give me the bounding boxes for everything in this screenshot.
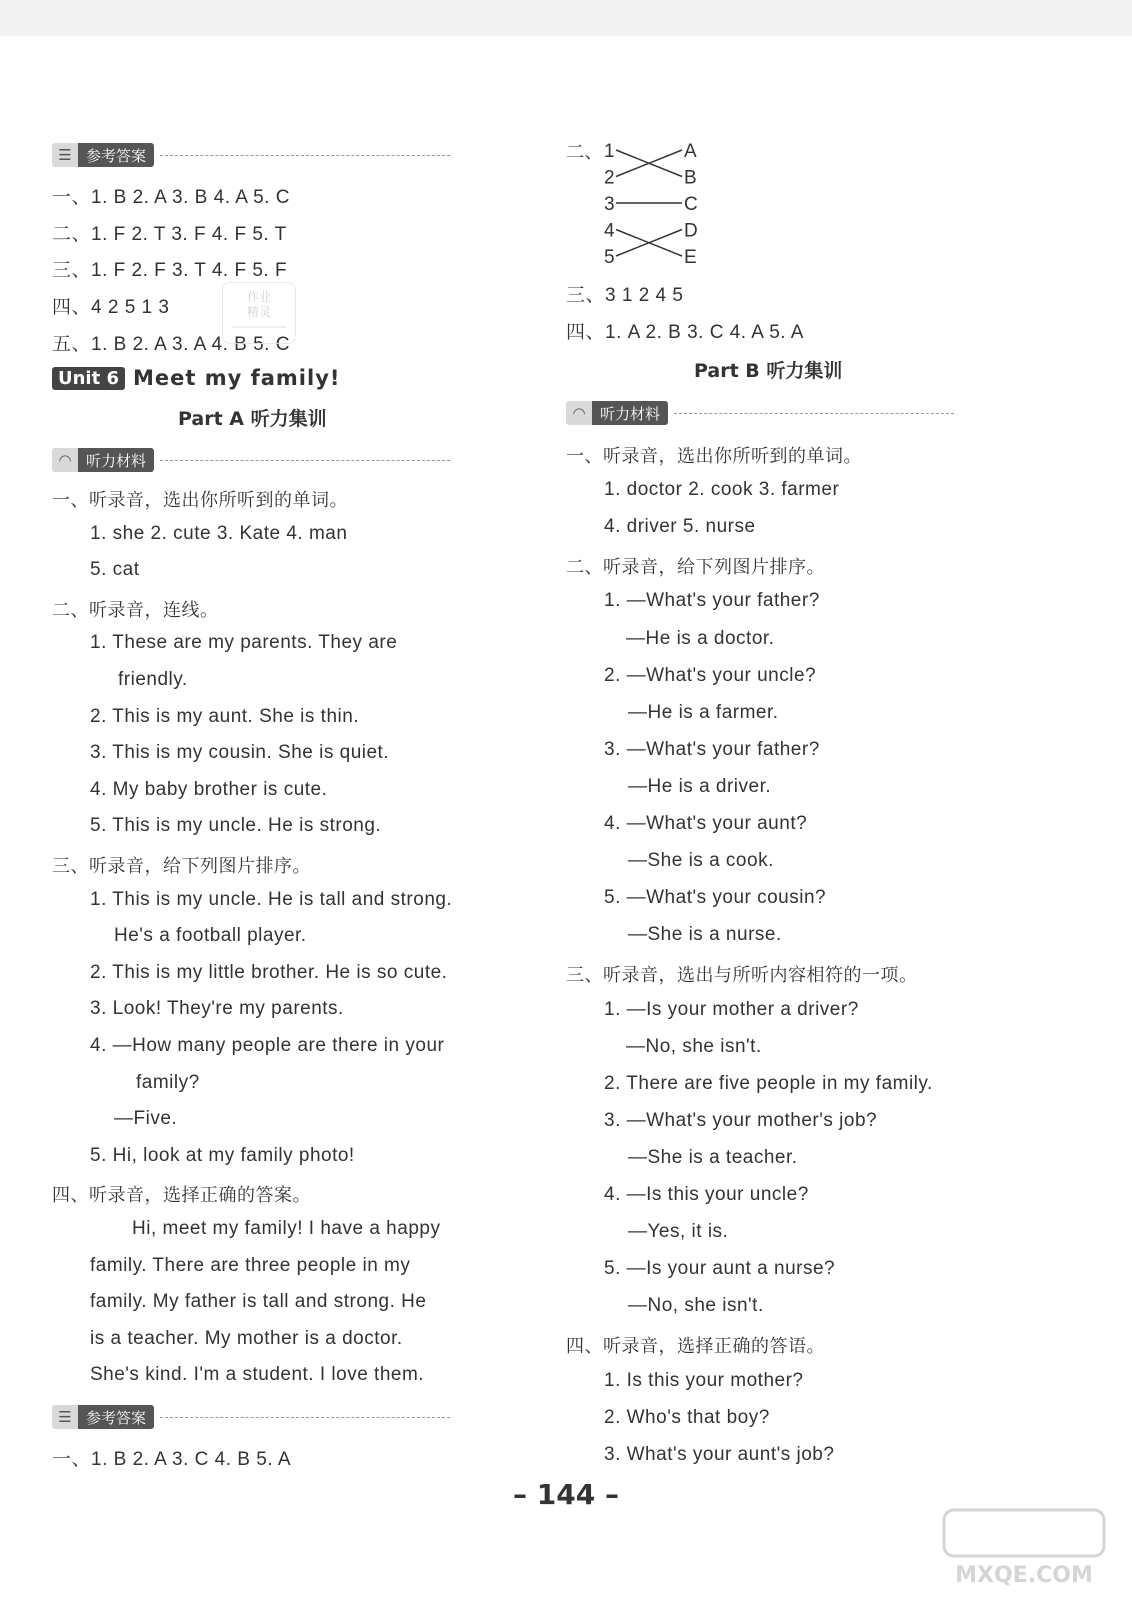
text-line: is a teacher. My mother is a doctor. <box>90 1327 403 1349</box>
text-line: Hi, meet my family! I have a happy <box>132 1218 441 1239</box>
text-line: 5. —Is your aunt a nurse? <box>604 1258 836 1280</box>
dashed-divider <box>160 1417 450 1418</box>
dashed-divider <box>160 155 450 156</box>
text-line: 三、1. F 2. F 3. T 4. F 5. F <box>52 260 288 282</box>
unit-heading <box>52 366 340 390</box>
matching-diagram <box>602 136 762 266</box>
list-icon: ☰ <box>52 1405 78 1429</box>
text-line: 4. —Is this your uncle? <box>604 1184 809 1205</box>
text-line: 4. —What's your aunt? <box>604 813 808 834</box>
match-left-label: 4 <box>604 220 615 242</box>
text-line: 5. —What's your cousin? <box>604 887 827 909</box>
section-heading: 二、听录音，连线。 <box>52 599 219 621</box>
text-line: 3. Look! They're my parents. <box>90 998 344 1020</box>
svg-text:MXQE.COM: MXQE.COM <box>955 1563 1093 1588</box>
answer-header-2 <box>52 1404 450 1430</box>
material-header-b <box>566 400 954 426</box>
match-left-label: 5 <box>604 247 615 266</box>
text-line: —He is a doctor. <box>626 627 775 649</box>
text-line: 3. This is my cousin. She is quiet. <box>90 742 390 764</box>
text-line: 1. —What's your father? <box>604 590 820 612</box>
section-heading: 二、听录音，给下列图片排序。 <box>566 557 825 579</box>
page-number: – 144 – <box>513 1478 619 1511</box>
section-heading: 一、听录音，选出你所听到的单词。 <box>566 446 862 467</box>
match-left-label: 3 <box>604 194 615 215</box>
text-line: 2. —What's your uncle? <box>604 664 817 686</box>
answer-label: 参考答案 <box>78 143 154 167</box>
material-header-a <box>52 447 450 473</box>
match-right-label: D <box>684 220 698 242</box>
text-line: 四、1. A 2. B 3. C 4. A 5. A <box>566 322 804 343</box>
match-right-label: E <box>684 247 697 266</box>
text-line: 5. Hi, look at my family photo! <box>90 1144 355 1166</box>
text-line: friendly. <box>118 669 188 690</box>
svg-text:精灵: 精灵 <box>246 305 272 319</box>
section-heading: 三、听录音，选出与所听内容相符的一项。 <box>566 965 918 987</box>
text-line: 五、1. B 2. A 3. A 4. B 5. C <box>52 333 290 355</box>
section-heading: 四、听录音，选择正确的答语。 <box>566 1336 825 1358</box>
text-line: 1. doctor 2. cook 3. farmer <box>604 479 840 501</box>
headphones-icon: ◠ <box>52 448 78 472</box>
material-label: 听力材料 <box>592 401 668 425</box>
text-line: 2. This is my aunt. She is thin. <box>90 705 360 727</box>
text-line: —Five. <box>114 1108 178 1130</box>
match-right-label: C <box>684 194 698 215</box>
text-line: 一、1. B 2. A 3. C 4. B 5. A <box>52 1449 292 1470</box>
text-line: 3. —What's your father? <box>604 738 820 760</box>
top-band <box>0 0 1132 36</box>
text-line: family? <box>136 1071 200 1093</box>
match-left-label: 1 <box>604 141 615 162</box>
match-left-label: 2 <box>604 167 615 189</box>
text-line: 5. This is my uncle. He is strong. <box>90 815 382 837</box>
matching-prefix: 二、 <box>566 142 603 163</box>
section-heading: 一、听录音，选出你所听到的单词。 <box>52 490 348 511</box>
text-line: She's kind. I'm a student. I love them. <box>90 1364 425 1386</box>
dashed-divider <box>160 460 450 461</box>
text-line: family. My father is tall and strong. He <box>90 1291 427 1313</box>
text-line: 三、3 1 2 4 5 <box>566 285 684 306</box>
text-line: 3. —What's your mother's job? <box>604 1109 878 1131</box>
text-line: —He is a driver. <box>628 775 772 797</box>
stamp-graphic <box>224 283 294 341</box>
part-a-title: Part A 听力集训 <box>178 408 327 430</box>
text-line: 5. cat <box>90 559 140 581</box>
answer-label: 参考答案 <box>78 1405 154 1429</box>
text-line: 3. What's your aunt's job? <box>604 1443 835 1465</box>
material-label: 听力材料 <box>78 448 154 472</box>
text-line: 4. —How many people are there in your <box>90 1035 445 1056</box>
text-line: —Yes, it is. <box>628 1221 729 1243</box>
text-line: 2. Who's that boy? <box>604 1406 770 1428</box>
text-line: 1. These are my parents. They are <box>90 632 398 654</box>
text-line: 1. —Is your mother a driver? <box>604 998 859 1020</box>
unit-badge: Unit 6 <box>52 367 125 390</box>
text-line: —No, she isn't. <box>626 1035 762 1057</box>
text-line: 1. she 2. cute 3. Kate 4. man <box>90 522 348 544</box>
text-line: —No, she isn't. <box>628 1295 764 1317</box>
text-line: family. There are three people in my <box>90 1254 411 1276</box>
unit-title: Meet my family! <box>133 366 341 390</box>
answer-header-1 <box>52 142 450 168</box>
text-line: 2. This is my little brother. He is so cute. <box>90 961 448 983</box>
text-line: 1. Is this your mother? <box>604 1369 804 1391</box>
text-line: —She is a nurse. <box>628 924 782 946</box>
text-line: —She is a teacher. <box>628 1146 798 1168</box>
match-right-label: B <box>684 167 697 189</box>
text-line: 4. driver 5. nurse <box>604 516 756 538</box>
text-line: He's a football player. <box>114 925 307 947</box>
text-line: 2. There are five people in my family. <box>604 1072 933 1094</box>
stamp-watermark <box>222 282 296 344</box>
match-right-label: A <box>684 141 697 162</box>
text-line: —She is a cook. <box>628 850 774 872</box>
text-line: 二、1. F 2. T 3. F 4. F 5. T <box>52 223 287 245</box>
section-heading: 三、听录音，给下列图片排序。 <box>52 856 311 877</box>
site-watermark <box>934 1502 1114 1592</box>
svg-text:作业: 作业 <box>246 290 272 304</box>
part-b-title: Part B 听力集训 <box>694 360 843 382</box>
text-line: —He is a farmer. <box>628 701 779 723</box>
text-line: 一、1. B 2. A 3. B 4. A 5. C <box>52 187 290 208</box>
text-line: 1. This is my uncle. He is tall and strong. <box>90 888 453 910</box>
text-line: 4. My baby brother is cute. <box>90 778 328 800</box>
section-heading: 四、听录音，选择正确的答案。 <box>52 1185 311 1207</box>
headphones-icon: ◠ <box>566 401 592 425</box>
list-icon: ☰ <box>52 143 78 167</box>
dashed-divider <box>674 413 954 414</box>
text-line: 四、4 2 5 1 3 <box>52 297 170 319</box>
